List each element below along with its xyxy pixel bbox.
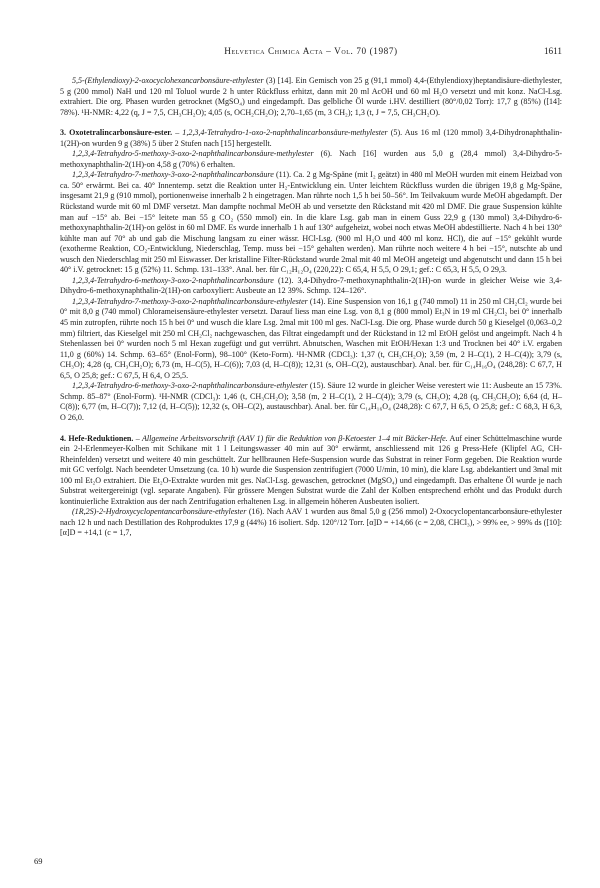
page-number: 1611 [543, 46, 562, 56]
compound-name: 1,2,3,4-Tetrahydro-5-methoxy-3-oxo-2-naphthalincarbonsäure-methylester [72, 149, 314, 159]
paragraph-text: Auf einer Schüttelmaschine wurde ein 2-l-Erlenmeyer-Kolben mit Schikane mit 1 l Leitungswasser 40 min auf 30° erwärmt, anschliessend mit 126 g Press-Hefe (Klipfel AG, CH-Rheinfelden) versetzt und weitere 40 min geschüttelt. Zur hellbraunen Hefe-Suspension wurde das Substrat in reiner Form gegeben. Die Reaktion wurde mit GC verfolgt. Nach beendeter Umsetzung (ca. 10 h) wurde die Suspension zentrifugiert (7000 U/min, 10 min), die klare Lsg. abdekantiert und 3mal mit 100 ml Et₂O extrahiert. Die Et₂O-Extrakte wurden mit ges. NaCl-Lsg. gewaschen, getrocknet (MgSO₄) und eingedampft. Das erhaltene Öl wurde je nach Substrat weitergereinigt (vgl. separate Angaben). Für grössere Mengen Substrat wurde die Zahl der Kolben entsprechend erhöht und das Produkt durch kontinuierliche Extraktion aus der nach Zentrifugation erhaltenen Lsg. in allgemein höheren Ausbeuten isoliert. [60, 433, 563, 506]
paragraph-compound-3 [60, 76, 562, 118]
paragraph-text: (6). Nach [16] wurden aus 5,0 g (28,4 mmol) 3,4-Dihydro-5-methoxynaphthalin-2(1H)-on 4,58 g (70%) 6 erhalten. [60, 149, 562, 169]
section-heading: 4. Hefe-Reduktionen. [60, 433, 134, 443]
paragraph-compound-14 [60, 297, 562, 381]
compound-name: (1R,2S)-2-Hydroxycyclopentancarbonsäure-ethylester [72, 507, 247, 517]
page [60, 46, 562, 539]
paragraph-compound-12 [60, 276, 562, 297]
paragraph-text: (15). Säure 12 wurde in gleicher Weise verestert wie 11: Ausbeute an 15 73%. Schmp. 85–87° (Enol-Form). ¹H-NMR (CDCl₃): 1,46 (t, CH₃CH₂O); 3,58 (m, 2 H–C(1), 2 H–C(4)); 3,79 (s, CH₃O); 4,28 (q, CH₃CH₂O); 6,64 (d, H–C(8)); 6,77 (m, H–C(7)); 7,12 (d, H–C(5)); 12,32 (s, OH–C(2), austauschbar). Anal. ber. für C₁₄H₁₆O₄ (248,28): C 67,7, H 6,5, O 25,8; gef.: C 68,3, H 6,3, O 26,0. [60, 381, 562, 422]
compound-name: 1,2,3,4-Tetrahydro-6-methoxy-3-oxo-2-naphthalincarbonsäure-ethylester [72, 381, 308, 391]
paragraph-text: (16). Nach AAV 1 wurden aus 8mal 5,0 g (256 mmol) 2-Oxocyclopentancarbonsäure-ethylester nach 12 h und nach Destillation des Rohproduktes 17,9 g (44%) 16 isoliert. Sdp. 120°/12 Torr. [α]D = +14,66 (c = 2,08, CHCl₃), > 99% ee, > 99% ds ([10]: [α]D = +14,1 (c = 1,7, [60, 507, 562, 538]
compound-name: 1,2,3,4-Tetrahydro-6-methoxy-3-oxo-2-naphthalincarbonsäure [72, 275, 274, 285]
paragraph-compound-6 [60, 149, 562, 170]
paragraph-text: (14). Eine Suspension von 16,1 g (740 mmol) 11 in 250 ml CH₂Cl₂ wurde bei 0° mit 8,0 g (740 mmol) Chlorameisensäure-ethylester versetzt. Darauf liess man eine Lsg. von 8,1 g (800 mmol) Et₃N in 19 ml CH₂Cl₂ bei 0° innerhalb 45 min zutropfen, rührte noch 15 h bei 0° und wusch die klare Lsg. 2mal mit 100 ml ges. NaCl-Lsg. Die org. Phase wurde durch 50 g Kieselgel (0,063–0,2 mm) filtriert, das Kieselgel mit 250 ml CH₂Cl₂ nachgewaschen, das Filtrat eingedampft und der Rückstand in 12 ml EtOH gelöst und angeimpft. Nach 4 h Stehenlassen bei 0° wurden noch 5 ml Hexan zugefügt und gut verrührt. Abnutschen, Waschen mit EtOH/Hexan 1:3 und Trocknen bei 40° i.V. ergaben 11,0 g (60%) 14. Schmp. 63–65° (Enol-Form), 98–100° (Keto-Form). ¹H-NMR (CDCl₃): 1,37 (t, CH₃CH₂O); 3,59 (m, 2 H–C(1), 2 H–C(4)); 3,79 (s, CH₃O); 4,28 (q, CH₃CH₂O); 6,73 (m, H–C(5), H–C(6)); 7,03 (d, H–C(8)); 12,31 (s, OH–C(2), austauschbar). Anal. ber. für C₁₄H₁₆O₄ (248,28): C 67,7, H 6,5, O 25,8; gef.: C 67,5, H 6,4, O 25,5. [60, 296, 562, 380]
compound-name: 1,2,3,4-Tetrahydro-1-oxo-2-naphthalincarbonsäure-methylester [182, 128, 388, 138]
paragraph-text: (3) [14]. Ein Gemisch von 25 g (91,1 mmol) 4,4-(Ethylendioxy)heptandisäure-diethylester, 5 g (200 mmol) NaH und 120 ml Toluol wurde 2 h unter Rückfluss erhitzt, dann mit 20 ml AcOH und 60 ml H₂O versetzt und mit konz. NaCl-Lsg. extrahiert. Die org. Phasen wurden getrocknet (MgSO₄) und eingedampft. Das gelbliche Öl wurde i.HV. destilliert (80°/0,02 Torr): 17,7 g (85%) ([14]: 78%). ¹H-NMR: 4,22 (q, J = 7,5, CH₃CH₂O); 4,05 (s, OCH₂CH₂O); 2,70–1,65 (m, 3 CH₂); 1,3 (t, J = 7,5, CH₃CH₂O). [60, 76, 562, 117]
paragraph-text: (5). Aus 16 ml (120 mmol) 3,4-Dihydronaphthalin-1(2H)-on wurden 9 g (38%) 5 über 2 Stufen nach [15] hergestellt. [60, 128, 563, 148]
paragraph-compound-16 [60, 507, 562, 539]
journal-title: Helvetica Chimica Acta – Vol. 70 (1987) [224, 46, 398, 56]
compound-name: 1,2,3,4-Tetrahydro-7-methoxy-3-oxo-2-naphthalincarbonsäure-ethylester [72, 296, 308, 306]
section-heading: 3. Oxotetralincarbonsäure-ester. [60, 128, 173, 138]
compound-name: 5,5-(Ethylendioxy)-2-oxocyclohexancarbonsäure-ethylester [72, 76, 264, 85]
running-header [60, 46, 562, 60]
paragraph-compound-11 [60, 170, 562, 275]
compound-name: 1,2,3,4-Tetrahydro-7-methoxy-3-oxo-2-naphthalincarbonsäure [72, 170, 274, 180]
footer-page-label: 69 [34, 856, 43, 866]
paragraph-text: (12). 3,4-Dihydro-7-methoxynaphthalin-2(1H)-on wurde in gleicher Weise wie 3,4-Dihydro-6-methoxynaphthalin-2(1H)-on carboxyliert: Ausbeute an 12 39%. Schmp. 124–126°. [60, 275, 562, 296]
paragraph-text: (11). Ca. 2 g Mg-Späne (mit I₂ geätzt) in 480 ml MeOH wurden mit einem Heizbad von ca. 50° erwärmt. Bei ca. 40° Innentemp. setzt die Reaktion unter H₂-Entwicklung ein. Unter leichtem Rückfluss wurden die übrigen 19,8 g Mg-Späne, insgesamt 21,9 g (910 mmol), portionenweise innerhalb 2 h eingetragen. Man rührte noch 1,5 h bei 50–56°. Im Teilvakuum wurde MeOH abgedampft. Der Rückstand wurde mit 60 ml DMF versetzt. Man dampfte nochmal MeOH ab und versetzte den Rückstand mit 420 ml DMF. Die graue Suspension kühlte man auf −15° ab. Bei −15° leitete man 55 g CO₂ (550 mmol) ein. In die klare Lsg. gab man in einem Guss 22,9 g (130 mmol) 3,4-Dihydro-6-methoxynaphthalin-2(1H)-on gelöst in 60 ml DMF. Es wurde innerhalb 1 h auf 130° aufgeheizt, wobei noch etwas MeOH abdestillierte. Nach 4 h bei 130° kühlte man auf 70° ab und gab die Mischung langsam zu einer wässr. HCl-Lsg. (900 ml H₂O und 400 ml konz. HCl), die auf −15° gekühlt wurde (exotherme Reaktion, CO₂-Entwicklung, Niederschlag, Temp. muss bei −15° gehalten werden). Man rührte noch weitere 4 h bei −15°, nutschte ab und wusch den Niederschlag mit 250 ml Eiswasser. Der kristalline Filter-Rückstand wurde 2mal mit 40 ml MeOH angeteigt und abgenutscht und dann 15 h bei 40° i.V. getrocknet: 15 g (52%) 11. Schmp. 131–133°. Anal. ber. für C₁₂H₁₂O₄ (220,22): C 65,4, H 5,5, O 29,1; gef.: C 65,3, H 5,5, O 29,3. [60, 170, 562, 275]
procedure-title: – Allgemeine Arbeitsvorschrift (AAV 1) für die Reduktion von β-Ketoester 1–4 mit Bäcker-Hefe. [135, 433, 448, 443]
article-body: 5,5-(Ethylendioxy)-2-oxocyclohexancarbonsäure-ethylester (3) [14]. Ein Gemisch von 25 g (91,1 mmol) 4,4-(Ethylendioxy)heptandisäure-diethylester, 5 g (200 mmol) NaH und 120 ml Toluol wurde 2 h unter Rückfluss erhitzt, dann mit 20 ml AcOH und 60 ml H₂O versetzt und mit konz. NaCl-Lsg. extrahiert. Die org. Phasen wurden getrocknet (MgSO₄) und eingedampft. Das gelbliche Öl wurde i.HV. destilliert (80°/0,02 Torr): 17,7 g (85%) ([14]: 78%). ¹H-NMR: 4,22 (q, J = 7,5, CH₃CH₂O); 4,05 (s, OCH₂CH₂O); 2,70–1,65 (m, 3 CH₂); 1,3 (t, J = 7,5, CH₃CH₂O). 3. Oxotetralincarbonsäure-ester. – 1,2,3,4-Tetrahydro-1-oxo-2-naphthalincarbonsäure-methylester (5). Aus 16 ml (120 mmol) 3,4-Dihydronaphthalin-1(2H)-on wurden 9 g (38%) 5 über 2 Stufen nach [15] hergestellt. 1,2,3,4-Tetrahydro-5-methoxy-3-oxo-2-naphthalincarbonsäure-methylester (6). Nach [16] wurden aus 5,0 g (28,4 mmol) 3,4-Dihydro-5-methoxynaphthalin-2(1H)-on 4,58 g (70%) 6 erhalten. 1,2,3,4-Tetrahydro-7-methoxy-3-oxo-2-naphthalincarbonsäure (11). Ca. 2 g Mg-Späne (mit I₂ geätzt) in 480 ml MeOH wurden mit einem Heizbad von ca. 50° erwärmt. Bei ca. 40° Innentemp. setzt die Reaktion unter H₂-Entwicklung ein. Unter leichtem Rückfluss wurden die übrigen 19,8 g Mg-Späne, insgesamt 21,9 g (910 mmol), portionenweise innerhalb 2 h eingetragen. Man rührte noch 1,5 h bei 50–56°. Im Teilvakuum wurde MeOH abgedampft. Der Rückstand wurde mit 60 ml DMF versetzt. Man dampfte nochmal MeOH ab und versetzte den Rückstand mit 420 ml DMF. Die graue Suspension kühlte man auf −15° ab. Bei −15° leitete man 55 g CO₂ (550 mmol) ein. In die klare Lsg. gab man in einem Guss 22,9 g (130 mmol) 3,4-Dihydro-6-methoxynaphthalin-2(1H)-on gelöst in 60 ml DMF. Es wurde innerhalb 1 h auf 130° aufgeheizt, wobei noch etwas MeOH abdestillierte. Nach 4 h bei 130° kühlte man auf 70° ab und gab die Mischung langsam zu einer wässr. HCl-Lsg. (900 ml H₂O und 400 ml konz. HCl), die auf −15° gekühlt wurde (exotherme Reaktion, CO₂-Entwicklung, Niederschlag, Temp. muss bei −15° gehalten werden). Man rührte noch weitere 4 h bei −15°, nutschte ab und wusch den Niederschlag mit 250 ml Eiswasser. Der kristalline Filter-Rückstand wurde 2mal mit 40 ml MeOH angeteigt und abgenutscht und dann 15 h bei 40° i.V. getrocknet: 15 g (52%) 11. Schmp. 131–133°. Anal. ber. für C₁₂H₁₂O₄ (220,22): C 65,4, H 5,5, O 29,1; gef.: C 65,3, H 5,5, O 29,3. 1,2,3,4-Tetrahydro-6-methoxy-3-oxo-2-naphthalincarbonsäure (12). 3,4-Dihydro-7-methoxynaphthalin-2(1H)-on wurde in gleicher Weise wie 3,4-Dihydro-6-methoxynaphthalin-2(1H)-on carboxyliert: Ausbeute an 12 39%. Schmp. 124–126°. 1,2,3,4-Tetrahydro-7-methoxy-3-oxo-2-naphthalincarbonsäure-ethylester (14). Eine Suspension von 16,1 g (740 mmol) 11 in 250 ml CH₂Cl₂ wurde bei 0° mit 8,0 g (740 mmol) Chlorameisensäure-ethylester versetzt. Darauf liess man eine Lsg. von 8,1 g (800 mmol) Et₃N in 19 ml CH₂Cl₂ bei 0° innerhalb 45 min zutropfen, rührte noch 15 h bei 0° und wusch die klare Lsg. 2mal mit 100 ml ges. NaCl-Lsg. Die org. Phase wurde durch 50 g Kieselgel (0,063–0,2 mm) filtriert, das Kieselgel mit 250 ml CH₂Cl₂ nachgewaschen, das Filtrat eingedampft und der Rückstand in 12 ml EtOH gelöst und angeimpft. Nach 4 h Stehenlassen bei 0° wurden noch 5 ml Hexan zugefügt und gut verrührt. Abnutschen, Waschen mit EtOH/Hexan 1:3 und Trocknen bei 40° i.V. ergaben 11,0 g (60%) 14. Schmp. 63–65° (Enol-Form), 98–100° (Keto-Form). ¹H-NMR (CDCl₃): 1,37 (t, CH₃CH₂O); 3,59 (m, 2 H–C(1), 2 H–C(4)); 3,79 (s, CH₃O); 4,28 (q, CH₃CH₂O); 6,73 (m, H–C(5), H–C(6)); 7,03 (d, H–C(8)); 12,31 (s, OH–C(2), austauschbar). Anal. ber. für C₁₄H₁₆O₄ (248,28): C 67,7, H 6,5, O 25,8; gef.: C 67,5, H 6,4, O 25,5. 1,2,3,4-Tetrahydro-6-methoxy-3-oxo-2-naphthalincarbonsäure-ethylester (15). Säure 12 wurde in gleicher Weise verestert wie 11: Ausbeute an 15 73%. Schmp. 85–87° (Enol-Form). ¹H-NMR (CDCl₃): 1,46 (t, CH₃CH₂O); 3,58 (m, 2 H–C(1), 2 H–C(4)); 3,79 (s, CH₃O); 4,28 (q, CH₃CH₂O); 6,64 (d, H–C(8)); 6,77 (m, H–C(7)); 7,12 (d, H–C(5)); 12,32 (s, OH–C(2), austauschbar). Anal. ber. für C₁₄H₁₆O₄ (248,28): C 67,7, H 6,5, O 25,8; gef.: C 68,3, H 6,3, O 26,0. 4. Hefe-Reduktionen. – Allgemeine Arbeitsvorschrift (AAV 1) für die Reduktion von β-Ketoester 1–4 mit Bäcker-Hefe. Auf einer Schüttelmaschine wurde ein 2-l-Erlenmeyer-Kolben mit Schikane mit 1 l Leitungswasser 40 min auf 30° erwärmt, anschliessend mit 126 g Press-Hefe (Klipfel AG, CH-Rheinfelden) versetzt und weitere 40 min geschüttelt. Zur hellbraunen Hefe-Suspension wurde das Substrat in reiner Form gegeben. Die Reaktion wurde mit GC verfolgt. Nach beendeter Umsetzung (ca. 10 h) wurde die Suspension zentrifugiert (7000 U/min, 10 min), die klare Lsg. abdekantiert und 3mal mit 100 ml Et₂O extrahiert. Die Et₂O-Extrakte wurden mit ges. NaCl-Lsg. gewaschen, getrocknet (MgSO₄) und eingedampft. Das erhaltene Öl wurde je nach Substrat weitergereinigt (vgl. separate Angaben). Für grössere Mengen Substrat wurde die Zahl der Kolben entsprechend erhöht und das Produkt durch kontinuierliche Extraktion aus der nach Zentrifugation erhaltenen Lsg. in allgemein höheren Ausbeuten isoliert. (1R,2S)-2-Hydroxycyclopentancarbonsäure-ethylester (16). Nach AAV 1 wurden aus 8mal 5,0 g (256 mmol) 2-Oxocyclopentancarbonsäure-ethylester nach 12 h und nach Destillation des Rohproduktes 17,9 g (44%) 16 isoliert. Sdp. 120°/12 Torr. [α]D = +14,66 (c = 2,08, CHCl₃), > 99% ee, > 99% ds ([10]: [α]D = +14,1 (c = 1,7, [60, 76, 563, 538]
paragraph-compound-15 [60, 381, 562, 423]
